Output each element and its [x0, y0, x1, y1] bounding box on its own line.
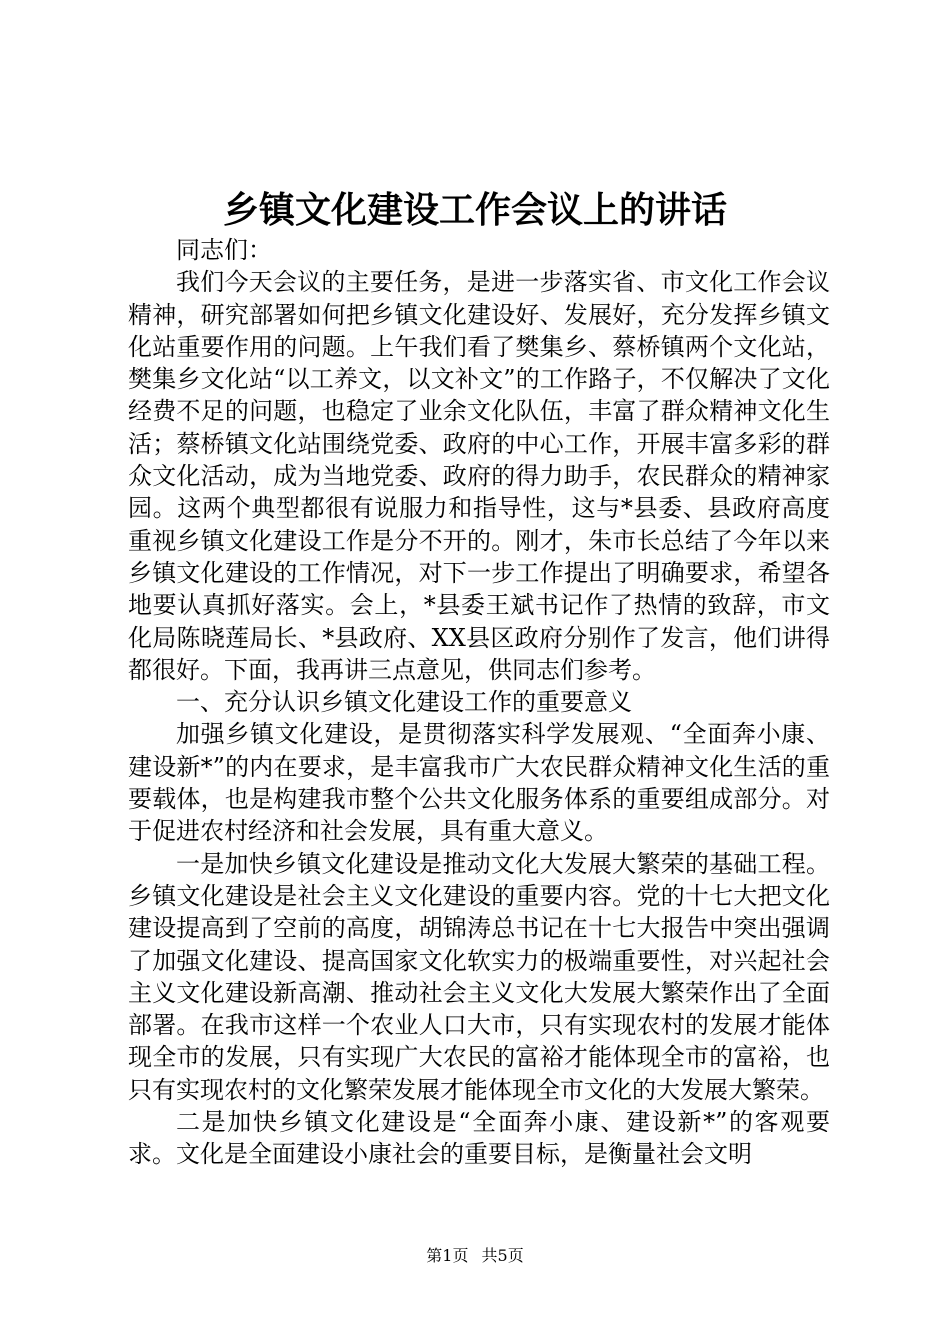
document-title: 乡镇文化建设工作会议上的讲话: [222, 189, 727, 231]
paragraph-intro: 我们今天会议的主要任务，是进一步落实省、市文化工作会议精神，研究部署如何把乡镇文化建设好、发展好，充分发挥乡镇文化站重要作用的问题。上午我们看了樊集乡、蔡桥镇两个文化站，樊集乡文化站“以工养文，以文补文”的工作路子，不仅解决了文化经费不足的问题，也稳定了业余文化队伍，丰富了群众精神文化生活；蔡桥镇文化站围绕党委、政府的中心工作，开展丰富多彩的群众文化活动，成为当地党委、政府的得力助手，农民群众的精神家园。这两个典型都很有说服力和指导性，这与*县委、县政府高度重视乡镇文化建设工作是分不开的。刚才，朱市长总结了今年以来乡镇文化建设的工作情况，对下一步工作提出了明确要求，希望各地要认真抓好落实。会上，*县委王斌书记作了热情的致辞，市文化局陈晓莲局长、*县政府、XX县区政府分别作了发言，他们讲得都很好。下面，我再讲三点意见，供同志们参考。: [128, 268, 830, 684]
paragraph-significance: 加强乡镇文化建设，是贯彻落实科学发展观、“全面奔小康、建设新*”的内在要求，是丰富我市广大农民群众精神文化生活的重要载体，也是构建我市整个公共文化服务体系的重要组成部分。对于促进农村经济和社会发展，具有重大意义。: [128, 720, 830, 846]
page-footer: [0, 1244, 950, 1268]
page-number: 第1页: [426, 1246, 469, 1265]
section-heading-1: 一、充分认识乡镇文化建设工作的重要意义: [176, 688, 632, 717]
salutation: 同志们：: [176, 236, 272, 264]
document-body: [128, 234, 830, 1171]
page-total: 共5页: [481, 1246, 524, 1265]
paragraph-point-2: 二是加快乡镇文化建设是“全面奔小康、建设新*”的客观要求。文化是全面建设小康社会的重要目标，是衡量社会文明: [128, 1108, 830, 1169]
paragraph-point-1: 一是加快乡镇文化建设是推动文化大发展大繁荣的基础工程。乡镇文化建设是社会主义文化建设的重要内容。党的十七大把文化建设提高到了空前的高度，胡锦涛总书记在十七大报告中突出强调了加强文化建设、提高国家文化软实力的极端重要性，对兴起社会主义文化建设新高潮、推动社会主义文化大发展大繁荣作出了全面部署。在我市这样一个农业人口大市，只有实现农村的发展才能体现全市的发展，只有实现广大农民的富裕才能体现全市的富裕，也只有实现农村的文化繁荣发展才能体现全市文化的大发展大繁荣。: [128, 849, 830, 1104]
